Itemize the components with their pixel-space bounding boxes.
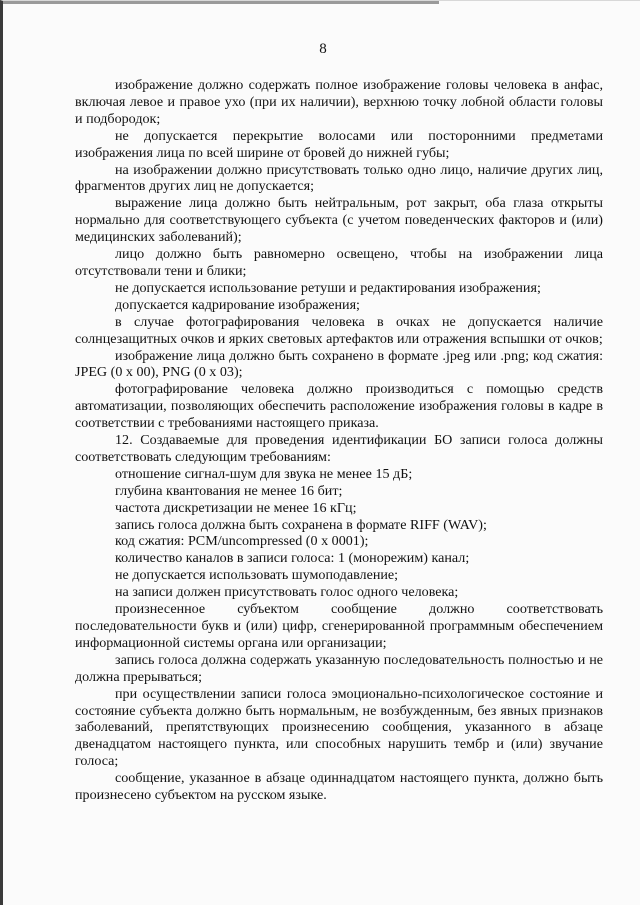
paragraph: на изображении должно присутствовать только одно лицо, наличие других лиц, фрагментов других лиц не допускается; <box>75 161 603 195</box>
paragraph: допускается кадрирование изображения; <box>115 296 360 313</box>
paragraph: на записи должен присутствовать голос одного человека; <box>115 584 459 601</box>
paragraph: не допускается перекрытие волосами или посторонними предметами изображения лица по всей ширине от бровей до нижней губы; <box>75 127 603 161</box>
paragraph: при осуществлении записи голоса эмоционально-психологическое состояние и состояние субъекта должно быть нормальным, не возбужденным, без явных признаков заболеваний, препятствующих произнесению сообщения, указанного в абзаце двенадцатом настоящего пункта, или способных нарушить тембр и (или) звучание голоса; <box>75 685 603 770</box>
paragraph: сообщение, указанное в абзаце одиннадцатом настоящего пункта, должно быть произнесено субъектом на русском языке. <box>75 770 603 804</box>
paragraph: произнесенное субъектом сообщение должно соответствовать последовательности букв и (или) цифр, сгенерированной программным обеспечением информационной системы органа или организации; <box>75 601 603 651</box>
page-number: 8 <box>319 41 327 57</box>
paragraph: запись голоса должна быть сохранена в формате RIFF (WAV); <box>115 516 487 533</box>
paragraph: количество каналов в записи голоса: 1 (монорежим) канал; <box>115 550 470 567</box>
paragraph: лицо должно быть равномерно освещено, чтобы на изображении лица отсутствовали тени и блики; <box>75 246 603 279</box>
paragraph: не допускается использование ретуши и редактирования изображения; <box>115 279 541 296</box>
paragraph: глубина квантования не менее 16 бит; <box>115 482 343 499</box>
paragraph: изображение лица должно быть сохранено в формате .jpeg или .png; код сжатия: JPEG (0 x 00), PNG (0 x 03); <box>75 347 603 381</box>
paragraph: отношение сигнал-шум для звука не менее 15 дБ; <box>115 465 413 482</box>
paragraph: в случае фотографирования человека в очках не допускается наличие солнцезащитных очков и ярких световых артефактов или отражения вспышки от очков; <box>75 313 603 347</box>
paragraph: код сжатия: PCM/uncompressed (0 x 0001); <box>115 533 369 550</box>
paragraph: не допускается использовать шумоподавление; <box>115 567 399 584</box>
paragraph: запись голоса должна содержать указанную последовательность полностью и не должна прерываться; <box>75 651 603 685</box>
scan-edge-mark <box>3 1 439 4</box>
paragraph: выражение лица должно быть нейтральным, рот закрыт, оба глаза открыты нормально для соответствующего субъекта (с учетом поведенческих факторов и (или) медицинских заболеваний); <box>75 195 603 246</box>
paragraph: фотографирование человека должно производиться с помощью средств автоматизации, позволяющих обеспечить расположение изображения головы в кадре в соответствии с требованиями настоящего приказа. <box>75 381 603 432</box>
paragraph: частота дискретизации не менее 16 кГц; <box>115 499 357 516</box>
paragraph: изображение должно содержать полное изображение головы человека в анфас, включая левое и правое ухо (при их наличии), верхнюю точку лобной области головы и подбородок; <box>75 77 603 127</box>
paragraph: 12. Создаваемые для проведения идентификации БО записи голоса должны соответствовать следующим требованиям: <box>75 432 603 465</box>
document-body <box>75 77 603 804</box>
